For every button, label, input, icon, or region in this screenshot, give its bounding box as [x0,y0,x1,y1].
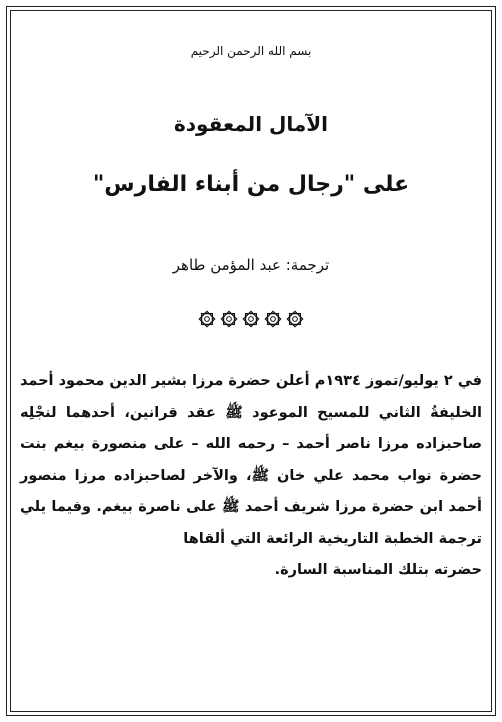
eight-point-star-icon [286,310,304,328]
eight-point-star-icon [242,310,260,328]
body-paragraph [20,366,482,587]
eight-point-star-icon [220,310,238,328]
eight-point-star-icon [198,310,216,328]
page-subtitle: على "رجال من أبناء الفارس" [92,172,410,197]
body-paragraph-last-line: حضرته بتلك المناسبة السارة. [274,562,482,578]
body-paragraph-text: في ٢ يوليو/تموز ١٩٣٤م أعلن حضرة مرزا بشير الدين محمود أحمد الخليفةُ الثاني للمسيح الموعود ﷺ عقد قرانين، أحدهما لنجْلِه صاحبزاده مرزا ناصر أحمد – رحمه الله – على منصورة بيغم بنت حضرة نواب محمد علي خان ﷺ، والآخر لصاحبزاده مرزا منصور أحمد ابن حضرة مرزا شريف أحمد ﷺ على ناصرة بيغم. وفيما يلي ترجمة الخطبة التاريخية الرائعة التي ألقاها [20,373,482,547]
eight-point-star-icon [264,310,282,328]
ornament-divider [0,310,502,328]
translator-credit: ترجمة: عبد المؤمن طاهر [172,256,330,274]
page-title: الآمال المعقودة [173,112,329,136]
basmala-heading: بسم الله الرحمن الرحيم [190,44,312,58]
